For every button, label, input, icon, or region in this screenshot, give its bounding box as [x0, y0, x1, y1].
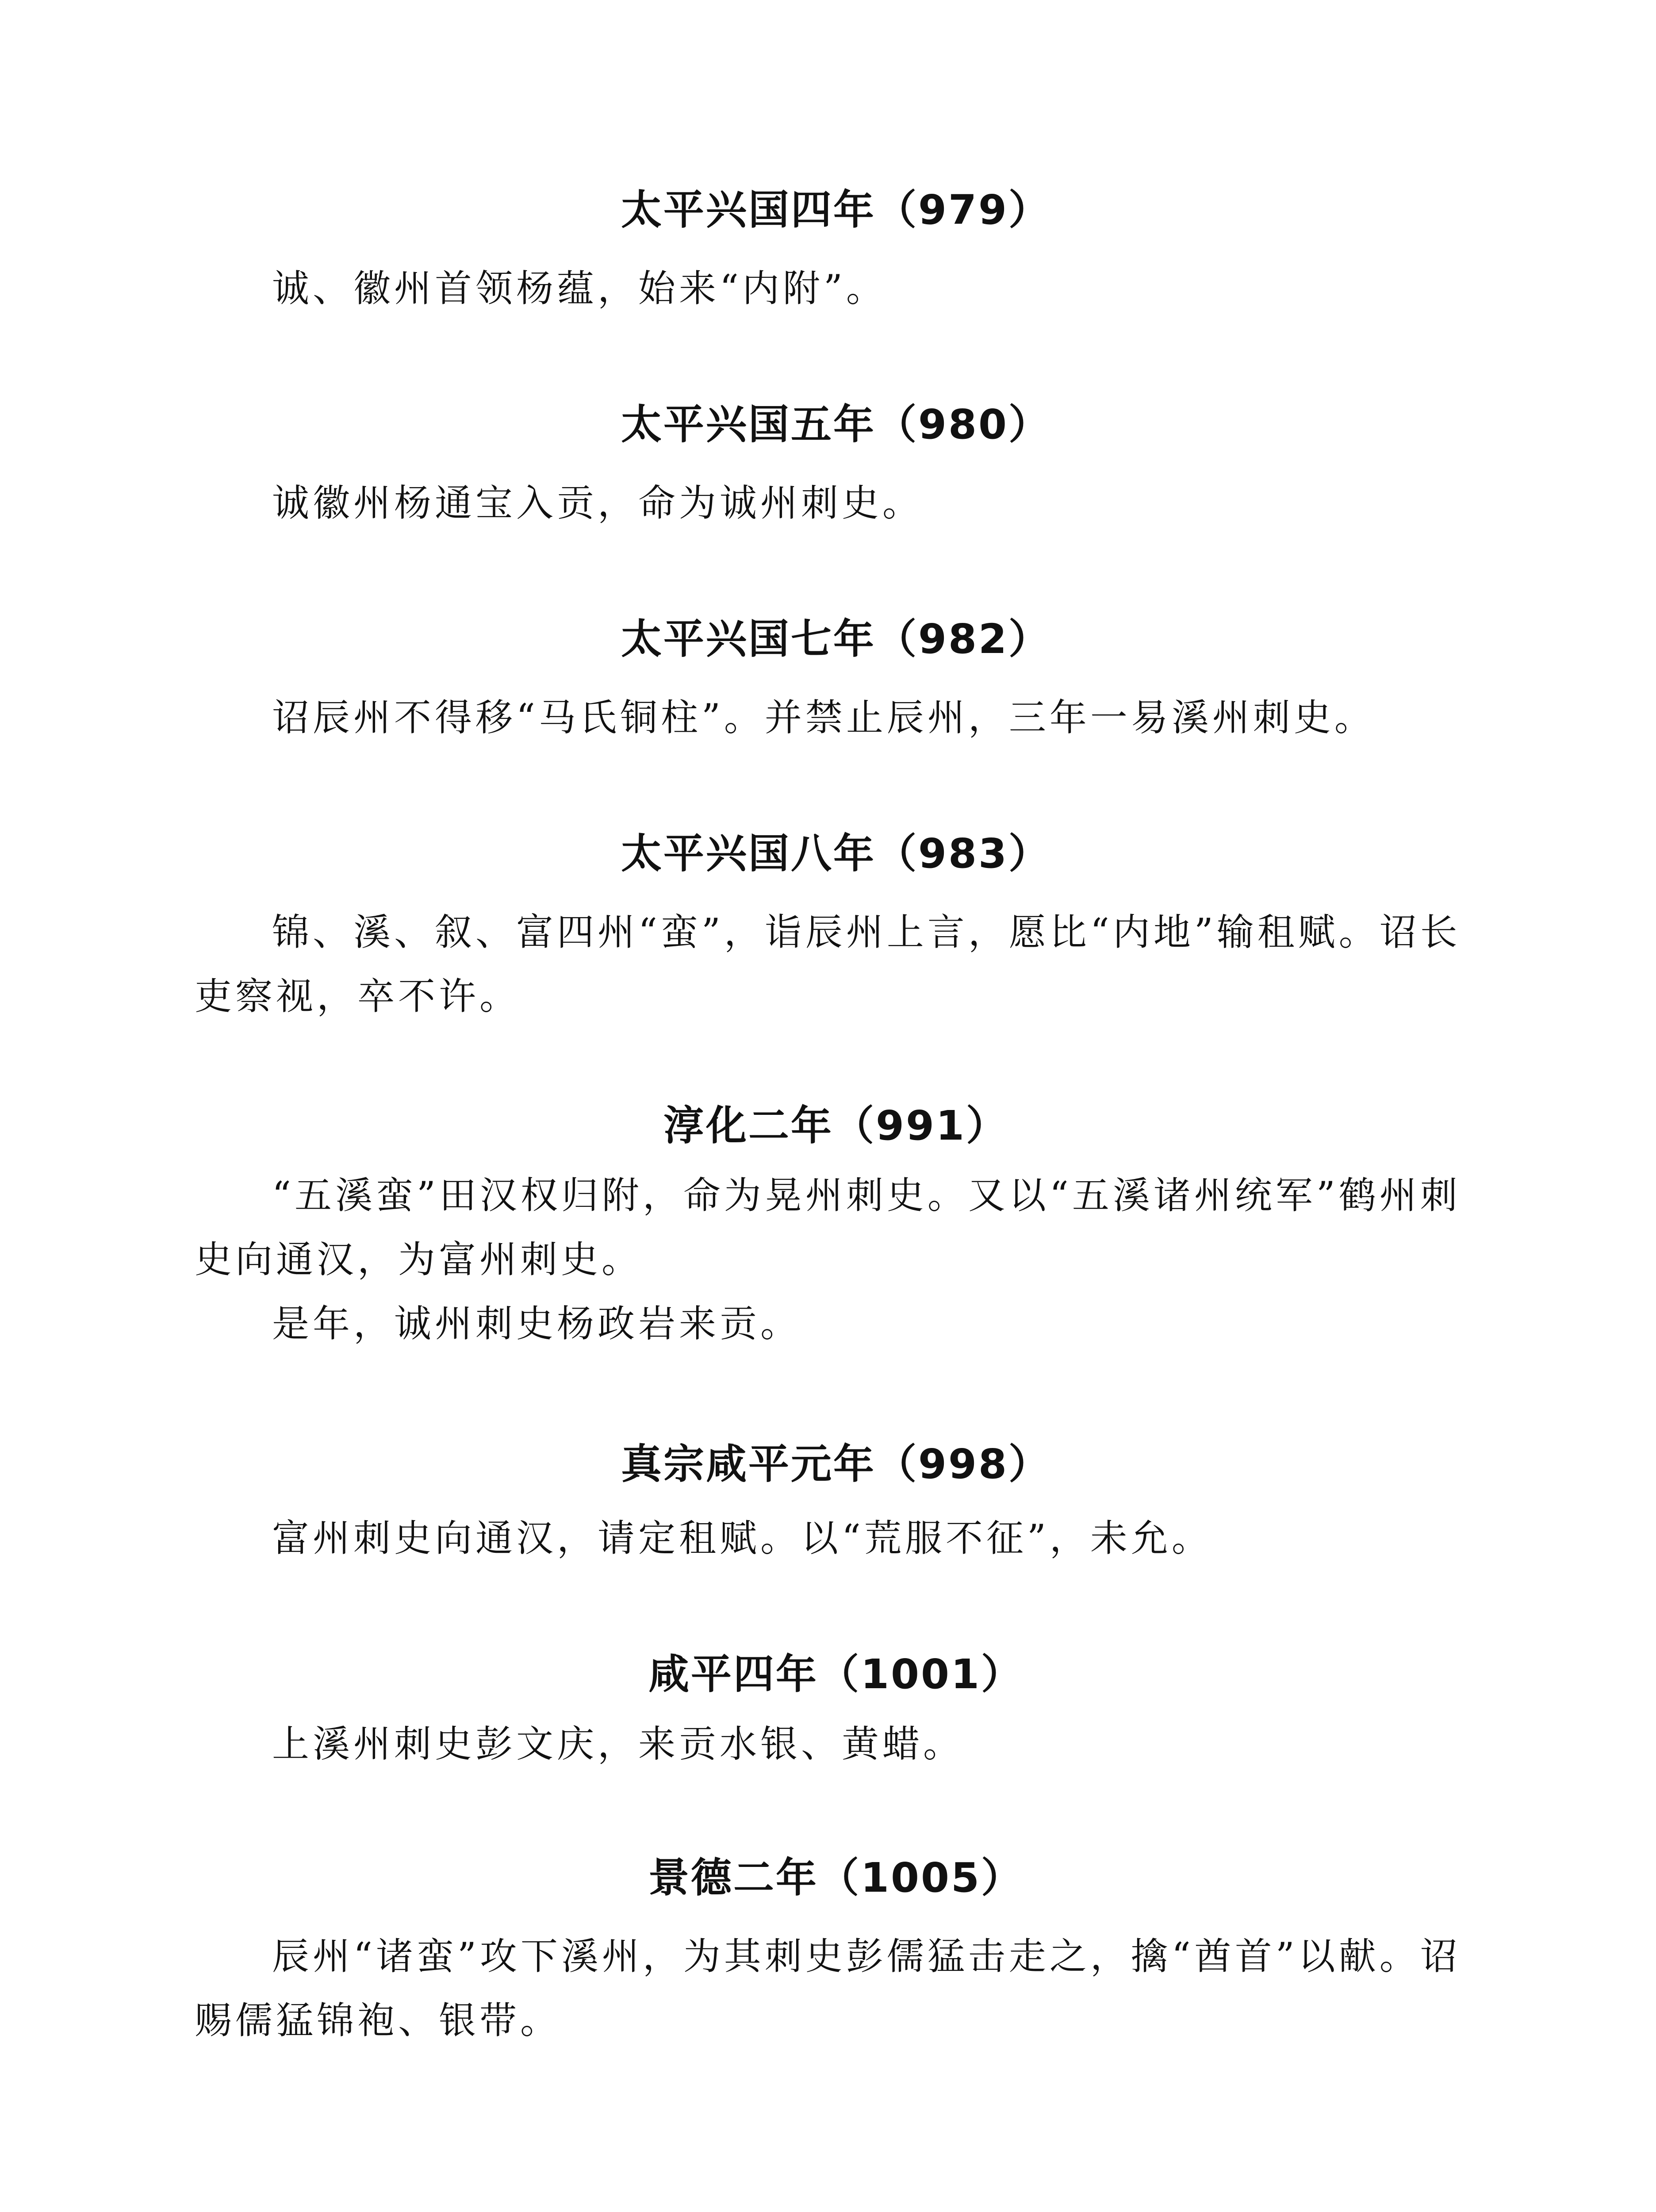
entry-980 [195, 396, 1477, 535]
entry-paragraph: 诚、徽州首领杨蕴，始来“内附”。 [272, 267, 887, 310]
entry-heading: 真宗咸平元年（998） [621, 1440, 1051, 1488]
entry-heading: 景德二年（1005） [648, 1854, 1024, 1901]
entry-1001 [195, 1646, 1477, 1776]
entry-paragraph: 锦、溪、叙、富四州“蛮”，诣辰州上言，愿比“内地”输租赋。诏长吏察视，卒不许。 [195, 910, 1461, 1018]
entry-991 [195, 1097, 1477, 1356]
entry-paragraph: 诚徽州杨通宝入贡，命为诚州刺史。 [272, 481, 924, 525]
entry-1005 [195, 1849, 1477, 2053]
entry-paragraph: 辰州“诸蛮”攻下溪州，为其刺史彭儒猛击走之，擒“酋首”以献。诏赐儒猛锦袍、银带。 [195, 1935, 1461, 2042]
entry-paragraph: 是年，诚州刺史杨政岩来贡。 [272, 1302, 801, 1345]
entry-paragraph: 上溪州刺史彭文庆，来贡水银、黄蜡。 [272, 1722, 964, 1766]
entry-heading: 太平兴国八年（983） [621, 830, 1051, 877]
entry-983 [195, 825, 1477, 1029]
entry-heading: 咸平四年（1001） [648, 1651, 1024, 1698]
entry-paragraph: 诏辰州不得移“马氏铜柱”。并禁止辰州，三年一易溪州刺史。 [272, 696, 1375, 739]
entry-heading: 太平兴国四年（979） [621, 186, 1051, 234]
entry-heading: 太平兴国五年（980） [621, 401, 1051, 448]
entry-heading: 太平兴国七年（982） [621, 615, 1051, 663]
entry-heading: 淳化二年（991） [663, 1102, 1009, 1149]
entry-979 [195, 181, 1477, 321]
entry-paragraph: “五溪蛮”田汉权归附，命为晃州刺史。又以“五溪诸州统军”鹤州刺史向通汉，为富州刺史。 [195, 1174, 1461, 1281]
entry-982 [195, 611, 1477, 750]
entry-998 [195, 1436, 1477, 1571]
entry-paragraph: 富州刺史向通汉，请定租赋。以“荒服不征”，未允。 [272, 1517, 1212, 1560]
